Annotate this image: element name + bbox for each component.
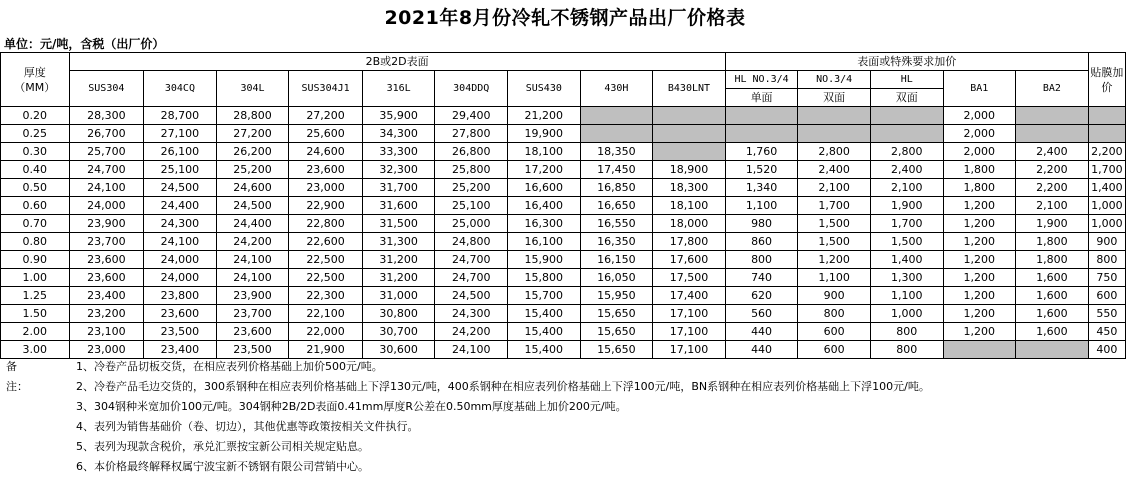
price-cell: 24,200: [216, 233, 289, 251]
price-cell: 35,900: [362, 107, 435, 125]
price-cell: 17,450: [580, 161, 653, 179]
price-cell: 24,000: [69, 197, 144, 215]
price-cell: 23,400: [144, 341, 217, 359]
price-cell: 22,900: [289, 197, 363, 215]
price-cell: 2,200: [1016, 179, 1089, 197]
price-cell: 24,200: [435, 323, 508, 341]
price-cell: 31,600: [362, 197, 435, 215]
thickness-cell: 3.00: [1, 341, 70, 359]
price-cell: 1,700: [798, 197, 871, 215]
price-cell: 31,300: [362, 233, 435, 251]
price-cell: [653, 143, 726, 161]
col-header-sus304: SUS304: [69, 71, 144, 107]
price-cell: [580, 125, 653, 143]
price-cell: 23,500: [216, 341, 289, 359]
price-cell: [580, 107, 653, 125]
price-cell: 22,800: [289, 215, 363, 233]
price-cell: 17,200: [508, 161, 581, 179]
price-cell: 24,500: [144, 179, 217, 197]
sub-header-single: 单面: [725, 89, 798, 107]
col-header-b430lnt: B430LNT: [653, 71, 726, 107]
price-cell: 600: [798, 341, 871, 359]
price-cell: 30,600: [362, 341, 435, 359]
price-cell: 1,520: [725, 161, 798, 179]
price-cell: 31,200: [362, 251, 435, 269]
price-cell: [1016, 107, 1089, 125]
price-cell: 24,600: [216, 179, 289, 197]
col-header-304l: 304L: [216, 71, 289, 107]
price-cell: [1016, 125, 1089, 143]
price-cell: 1,900: [870, 197, 943, 215]
price-cell: [1088, 125, 1125, 143]
price-cell: 23,700: [69, 233, 144, 251]
sub-header-double-1: 双面: [798, 89, 871, 107]
price-cell: 2,000: [943, 125, 1016, 143]
header-thickness: [1, 53, 70, 107]
price-cell: 29,400: [435, 107, 508, 125]
col-header-430h: 430H: [580, 71, 653, 107]
price-cell: 15,950: [580, 287, 653, 305]
price-cell: 1,400: [1088, 179, 1125, 197]
price-cell: 27,200: [289, 107, 363, 125]
note-item: 5、表列为现款含税价，承兑汇票按宝新公司相关规定贴息。: [76, 440, 369, 453]
price-cell: 2,000: [943, 107, 1016, 125]
table-row: [1, 179, 1126, 197]
price-cell: 16,150: [580, 251, 653, 269]
col-header-304ddq: 304DDQ: [435, 71, 508, 107]
page-title: 2021年8月份冷轧不锈钢产品出厂价格表: [384, 7, 746, 29]
price-cell: 24,300: [144, 215, 217, 233]
price-cell: 1,500: [798, 215, 871, 233]
price-cell: 1,500: [870, 233, 943, 251]
notes-label: 备 注：: [6, 360, 28, 393]
price-cell: 2,000: [943, 143, 1016, 161]
price-cell: 23,800: [144, 287, 217, 305]
note-item: 4、表列为销售基础价（卷、切边），其他优惠等政策按相关文件执行。: [76, 420, 419, 433]
price-cell: [725, 125, 798, 143]
price-cell: 15,400: [508, 341, 581, 359]
price-cell: 1,600: [1016, 323, 1089, 341]
price-cell: 16,300: [508, 215, 581, 233]
thickness-cell: 1.25: [1, 287, 70, 305]
price-cell: 17,100: [653, 305, 726, 323]
price-cell: 400: [1088, 341, 1125, 359]
price-cell: 1,200: [943, 197, 1016, 215]
price-cell: 1,600: [1016, 305, 1089, 323]
price-cell: 26,800: [435, 143, 508, 161]
price-cell: [725, 107, 798, 125]
price-cell: 24,800: [435, 233, 508, 251]
price-cell: 1,200: [798, 251, 871, 269]
price-cell: 1,340: [725, 179, 798, 197]
price-cell: 24,100: [435, 341, 508, 359]
price-cell: 2,400: [798, 161, 871, 179]
price-cell: 1,700: [870, 215, 943, 233]
price-cell: 27,200: [216, 125, 289, 143]
note-item: 1、冷卷产品切板交货，在相应表列价格基础上加价500元/吨。: [76, 360, 383, 373]
price-cell: 25,200: [216, 161, 289, 179]
price-cell: 1,100: [725, 197, 798, 215]
table-row: [1, 161, 1126, 179]
price-cell: 1,200: [943, 215, 1016, 233]
price-cell: 23,600: [289, 161, 363, 179]
price-cell: 750: [1088, 269, 1125, 287]
price-cell: 2,100: [870, 179, 943, 197]
price-cell: 900: [1088, 233, 1125, 251]
price-cell: 450: [1088, 323, 1125, 341]
price-cell: 31,500: [362, 215, 435, 233]
price-cell: 16,850: [580, 179, 653, 197]
price-cell: 23,700: [216, 305, 289, 323]
table-row: [1, 107, 1126, 125]
price-cell: 600: [798, 323, 871, 341]
price-cell: 23,600: [69, 251, 144, 269]
price-cell: 2,100: [1016, 197, 1089, 215]
price-cell: 18,100: [508, 143, 581, 161]
price-cell: 23,000: [69, 341, 144, 359]
price-table: [0, 52, 1126, 359]
thickness-cell: 0.90: [1, 251, 70, 269]
price-cell: 17,100: [653, 341, 726, 359]
price-cell: 15,800: [508, 269, 581, 287]
price-cell: 23,600: [69, 269, 144, 287]
thickness-cell: 0.50: [1, 179, 70, 197]
price-cell: 28,700: [144, 107, 217, 125]
price-cell: 1,800: [1016, 251, 1089, 269]
price-cell: 23,100: [69, 323, 144, 341]
col-header-304cq: 304CQ: [144, 71, 217, 107]
price-cell: 21,200: [508, 107, 581, 125]
price-cell: 24,000: [144, 269, 217, 287]
col-header-hl-no34: HL NO.3/4: [725, 71, 798, 89]
header-film: [1088, 53, 1125, 107]
price-cell: 2,200: [1088, 143, 1125, 161]
col-header-ba1: BA1: [943, 71, 1016, 107]
price-cell: 18,100: [653, 197, 726, 215]
price-cell: 16,550: [580, 215, 653, 233]
table-row: [1, 341, 1126, 359]
note-item: 2、冷卷产品毛边交货的，300系钢种在相应表列价格基础上下浮130元/吨，400系钢种在相应表列价格基础上下浮100元/吨，BN系钢种在相应表列价格基础上下浮100元/吨。: [76, 380, 930, 393]
price-cell: 24,700: [69, 161, 144, 179]
table-row: [1, 305, 1126, 323]
table-row: [1, 125, 1126, 143]
price-cell: 27,800: [435, 125, 508, 143]
price-cell: 16,100: [508, 233, 581, 251]
header-thickness-unit: （MM）: [14, 80, 56, 94]
price-cell: 22,100: [289, 305, 363, 323]
price-cell: 800: [1088, 251, 1125, 269]
price-cell: 550: [1088, 305, 1125, 323]
thickness-cell: 2.00: [1, 323, 70, 341]
price-cell: 1,400: [870, 251, 943, 269]
price-cell: 17,100: [653, 323, 726, 341]
price-cell: 24,500: [435, 287, 508, 305]
price-cell: 15,650: [580, 341, 653, 359]
price-cell: 34,300: [362, 125, 435, 143]
price-cell: 1,900: [1016, 215, 1089, 233]
price-cell: 17,600: [653, 251, 726, 269]
price-cell: 15,700: [508, 287, 581, 305]
price-cell: 30,800: [362, 305, 435, 323]
price-cell: 28,300: [69, 107, 144, 125]
price-cell: 28,800: [216, 107, 289, 125]
price-cell: 1,200: [943, 269, 1016, 287]
price-cell: 15,650: [580, 305, 653, 323]
thickness-cell: 0.25: [1, 125, 70, 143]
price-cell: [798, 107, 871, 125]
price-cell: 600: [1088, 287, 1125, 305]
col-header-no34: NO.3/4: [798, 71, 871, 89]
price-cell: 2,400: [870, 161, 943, 179]
price-cell: 2,100: [798, 179, 871, 197]
price-cell: 1,200: [943, 233, 1016, 251]
price-cell: 16,050: [580, 269, 653, 287]
price-cell: 31,200: [362, 269, 435, 287]
thickness-cell: 1.00: [1, 269, 70, 287]
price-cell: [653, 107, 726, 125]
col-header-ba2: BA2: [1016, 71, 1089, 107]
price-cell: [943, 341, 1016, 359]
price-cell: 24,100: [69, 179, 144, 197]
price-cell: 860: [725, 233, 798, 251]
price-cell: 24,000: [144, 251, 217, 269]
price-cell: 18,350: [580, 143, 653, 161]
price-cell: 23,900: [216, 287, 289, 305]
price-cell: 23,600: [144, 305, 217, 323]
price-cell: 900: [798, 287, 871, 305]
price-cell: [798, 125, 871, 143]
price-cell: 22,000: [289, 323, 363, 341]
price-cell: 16,650: [580, 197, 653, 215]
price-cell: 24,100: [216, 269, 289, 287]
thickness-cell: 0.30: [1, 143, 70, 161]
col-header-sus304j1: SUS304J1: [289, 71, 363, 107]
price-cell: 22,500: [289, 269, 363, 287]
price-cell: [870, 125, 943, 143]
unit-label: 单位：元/吨，含税（出厂价）: [4, 37, 165, 51]
price-cell: 24,300: [435, 305, 508, 323]
price-cell: 30,700: [362, 323, 435, 341]
price-cell: 22,600: [289, 233, 363, 251]
price-cell: 1,300: [870, 269, 943, 287]
note-item: 3、304钢种米宽加价100元/吨。304钢种2B/2D表面0.41mm厚度R公差在0.50mm厚度基础上加价200元/吨。: [76, 400, 627, 413]
price-cell: 15,400: [508, 305, 581, 323]
price-cell: 1,200: [943, 251, 1016, 269]
header-thickness-label: 厚度: [23, 65, 46, 79]
price-cell: 440: [725, 341, 798, 359]
price-cell: 16,350: [580, 233, 653, 251]
price-cell: [870, 107, 943, 125]
price-cell: 1,800: [943, 179, 1016, 197]
price-cell: 25,100: [144, 161, 217, 179]
table-row: [1, 251, 1126, 269]
price-cell: 24,500: [216, 197, 289, 215]
price-cell: 2,800: [798, 143, 871, 161]
col-header-sus430: SUS430: [508, 71, 581, 107]
price-cell: 800: [870, 323, 943, 341]
price-cell: 18,000: [653, 215, 726, 233]
price-cell: 740: [725, 269, 798, 287]
price-cell: 25,700: [69, 143, 144, 161]
price-cell: 2,400: [1016, 143, 1089, 161]
sub-header-double-2: 双面: [870, 89, 943, 107]
price-cell: 24,700: [435, 269, 508, 287]
price-cell: 1,200: [943, 287, 1016, 305]
price-cell: 1,000: [1088, 197, 1125, 215]
price-cell: 1,600: [1016, 269, 1089, 287]
price-cell: 560: [725, 305, 798, 323]
price-cell: 16,600: [508, 179, 581, 197]
price-cell: 15,400: [508, 323, 581, 341]
table-row: [1, 197, 1126, 215]
price-cell: 800: [798, 305, 871, 323]
price-cell: 25,100: [435, 197, 508, 215]
header-group-surface: 表面或特殊要求加价: [725, 53, 1088, 71]
price-cell: 23,200: [69, 305, 144, 323]
col-header-hl: HL: [870, 71, 943, 89]
price-cell: 1,100: [798, 269, 871, 287]
price-cell: 24,400: [216, 215, 289, 233]
table-row: [1, 287, 1126, 305]
price-cell: 1,200: [943, 323, 1016, 341]
price-cell: 24,100: [216, 251, 289, 269]
price-cell: 27,100: [144, 125, 217, 143]
price-cell: 22,300: [289, 287, 363, 305]
price-cell: 620: [725, 287, 798, 305]
header-film-label: 贴膜加价: [1090, 65, 1124, 94]
price-cell: 1,600: [1016, 287, 1089, 305]
thickness-cell: 0.60: [1, 197, 70, 215]
thickness-cell: 0.80: [1, 233, 70, 251]
price-cell: 23,400: [69, 287, 144, 305]
thickness-cell: 0.20: [1, 107, 70, 125]
header-group-2b2d: 2B或2D表面: [69, 53, 725, 71]
price-cell: 800: [725, 251, 798, 269]
price-cell: 1,800: [1016, 233, 1089, 251]
price-cell: 18,300: [653, 179, 726, 197]
price-cell: 15,650: [580, 323, 653, 341]
price-cell: [1016, 341, 1089, 359]
price-cell: 24,400: [144, 197, 217, 215]
price-cell: 980: [725, 215, 798, 233]
price-cell: 25,800: [435, 161, 508, 179]
price-cell: 25,200: [435, 179, 508, 197]
price-cell: 15,900: [508, 251, 581, 269]
price-cell: 26,100: [144, 143, 217, 161]
table-row: [1, 215, 1126, 233]
price-cell: 1,100: [870, 287, 943, 305]
price-cell: 23,000: [289, 179, 363, 197]
price-cell: 1,800: [943, 161, 1016, 179]
price-cell: 1,700: [1088, 161, 1125, 179]
price-cell: 32,300: [362, 161, 435, 179]
price-cell: [653, 125, 726, 143]
price-cell: 440: [725, 323, 798, 341]
price-cell: 25,000: [435, 215, 508, 233]
price-cell: 25,600: [289, 125, 363, 143]
price-cell: 23,600: [216, 323, 289, 341]
price-cell: 31,000: [362, 287, 435, 305]
price-cell: 22,500: [289, 251, 363, 269]
price-cell: 2,800: [870, 143, 943, 161]
col-header-316l: 316L: [362, 71, 435, 107]
table-row: [1, 269, 1126, 287]
price-cell: 16,400: [508, 197, 581, 215]
price-cell: 26,700: [69, 125, 144, 143]
table-row: [1, 143, 1126, 161]
price-cell: 31,700: [362, 179, 435, 197]
price-cell: 800: [870, 341, 943, 359]
price-cell: 1,000: [870, 305, 943, 323]
table-row: [1, 233, 1126, 251]
price-cell: 24,700: [435, 251, 508, 269]
price-cell: 1,760: [725, 143, 798, 161]
note-item: 6、本价格最终解释权属宁波宝新不锈钢有限公司营销中心。: [76, 460, 369, 473]
thickness-cell: 0.70: [1, 215, 70, 233]
price-cell: 17,400: [653, 287, 726, 305]
table-row: [1, 323, 1126, 341]
price-cell: 18,900: [653, 161, 726, 179]
price-cell: 1,200: [943, 305, 1016, 323]
price-cell: 23,900: [69, 215, 144, 233]
price-cell: [1088, 107, 1125, 125]
price-cell: 1,500: [798, 233, 871, 251]
price-cell: 26,200: [216, 143, 289, 161]
price-cell: 17,500: [653, 269, 726, 287]
thickness-cell: 0.40: [1, 161, 70, 179]
thickness-cell: 1.50: [1, 305, 70, 323]
price-cell: 33,300: [362, 143, 435, 161]
price-cell: 2,200: [1016, 161, 1089, 179]
price-cell: 19,900: [508, 125, 581, 143]
price-cell: 21,900: [289, 341, 363, 359]
price-cell: 24,100: [144, 233, 217, 251]
price-cell: 23,500: [144, 323, 217, 341]
price-cell: 24,600: [289, 143, 363, 161]
price-cell: 17,800: [653, 233, 726, 251]
price-cell: 1,000: [1088, 215, 1125, 233]
